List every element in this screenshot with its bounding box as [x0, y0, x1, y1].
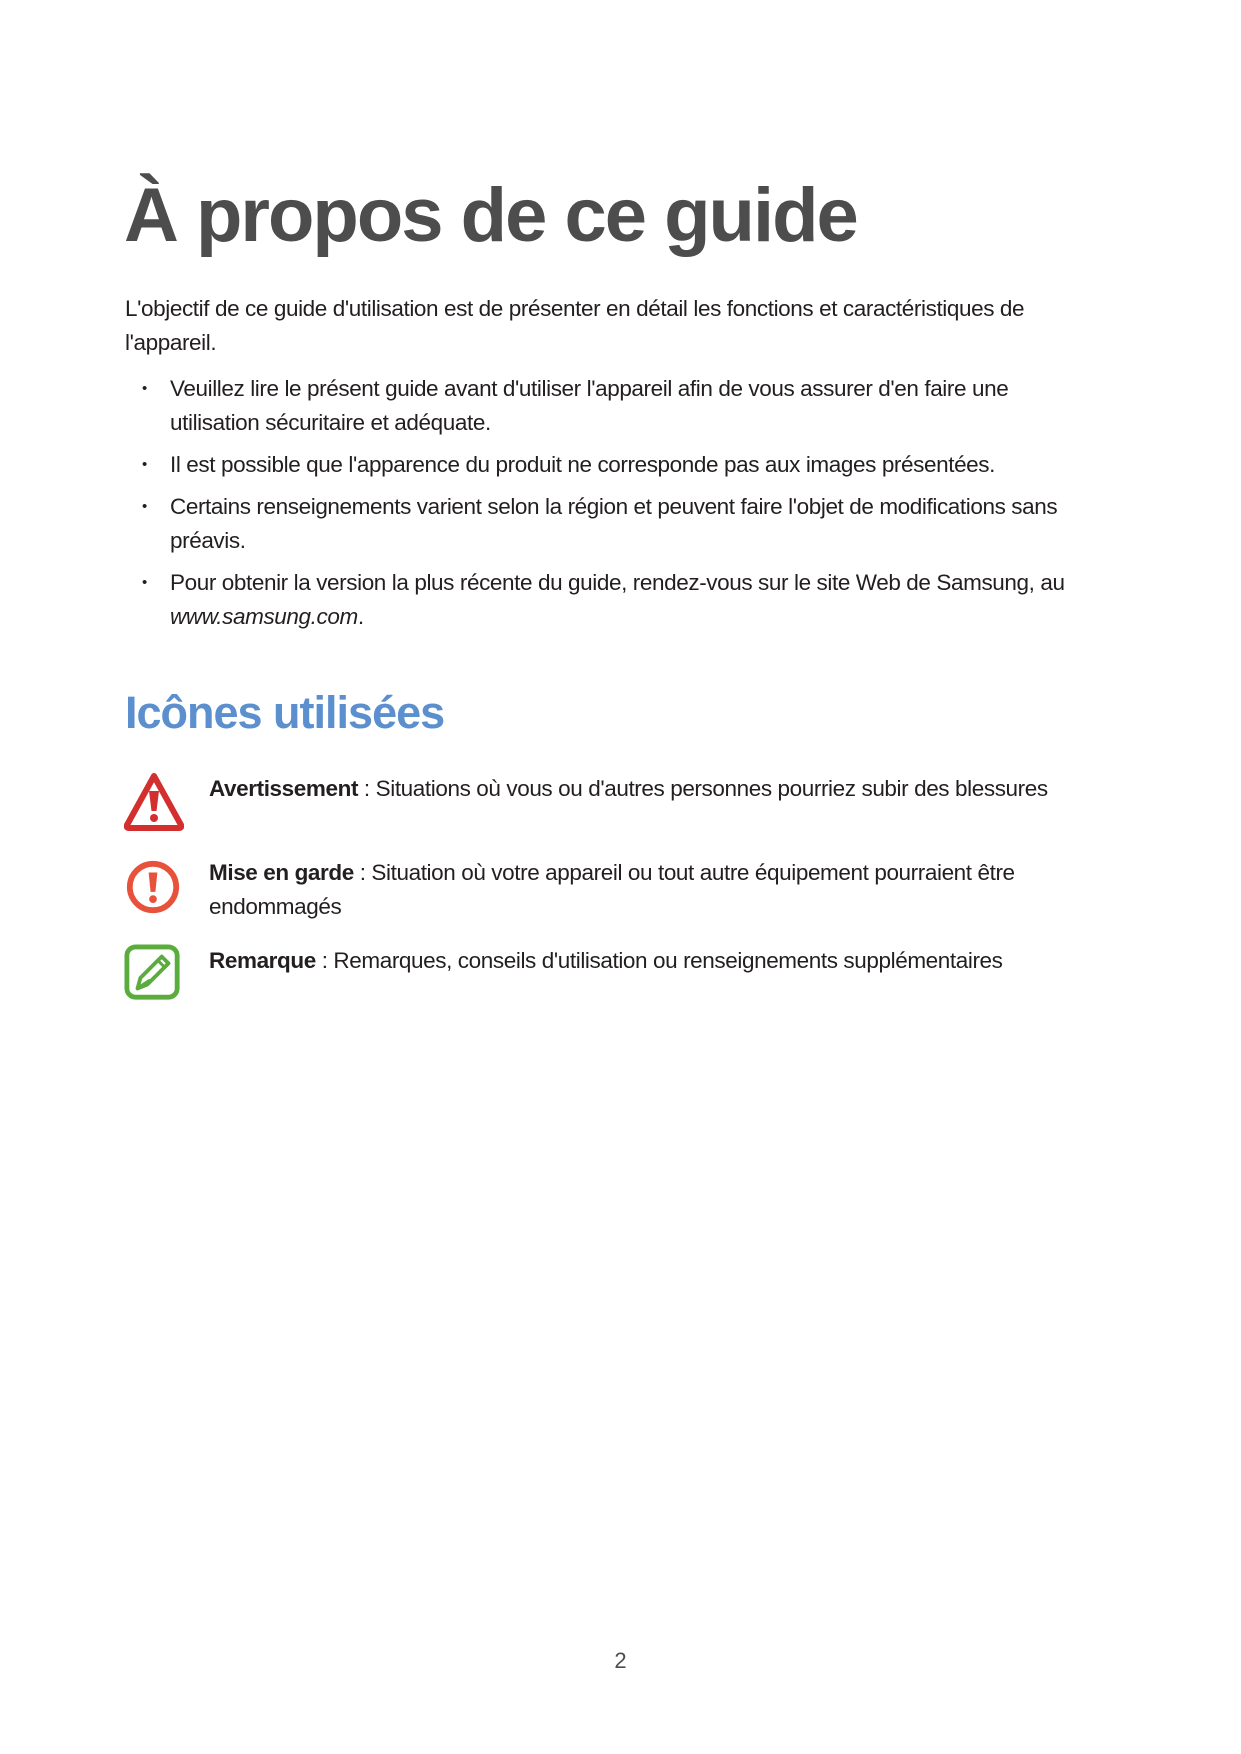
caution-description: Mise en garde : Situation où votre appareil ou tout autre équipement pourraient être endommagés — [209, 860, 1015, 919]
note-label: Remarque — [209, 948, 316, 973]
list-item — [125, 372, 1085, 440]
bullet-text: Certains renseignements varient selon la région et peuvent faire l'objet de modifications sans préavis. — [170, 494, 1058, 553]
warning-description: Avertissement : Situations où vous ou d'autres personnes pourriez subir des blessures — [209, 776, 1048, 801]
bullet-list — [125, 372, 1085, 642]
intro-paragraph: L'objectif de ce guide d'utilisation est de présenter en détail les fonctions et caractéristiques de l'appareil. — [125, 296, 1025, 355]
samsung-website-link[interactable]: www.samsung.com — [170, 604, 358, 629]
bullet-icon: • — [142, 574, 147, 591]
warning-triangle-icon — [124, 772, 184, 832]
bullet-icon: • — [142, 456, 147, 473]
caution-circle-icon — [124, 858, 182, 916]
page-number: 2 — [614, 1648, 627, 1673]
caution-label: Mise en garde — [209, 860, 354, 885]
bullet-suffix: . — [357, 604, 364, 629]
bullet-text: Il est possible que l'apparence du produit ne corresponde pas aux images présentées. — [170, 452, 995, 477]
page-title: À propos de ce guide — [124, 173, 857, 258]
bullet-text: Pour obtenir la version la plus récente du guide, rendez-vous sur le site Web de Samsung, au — [170, 570, 1065, 595]
bullet-icon: • — [142, 498, 147, 515]
list-item — [125, 566, 1085, 634]
section-title-icons: Icônes utilisées — [125, 687, 445, 738]
warning-label: Avertissement — [209, 776, 359, 801]
bullet-icon: • — [142, 380, 147, 397]
note-pencil-icon — [124, 944, 182, 1002]
bullet-text: Veuillez lire le présent guide avant d'utiliser l'appareil afin de vous assurer d'en faire une utilisation sécuritaire et adéquate. — [170, 376, 1009, 435]
note-description: Remarque : Remarques, conseils d'utilisation ou renseignements supplémentaires — [209, 948, 1003, 973]
list-item — [125, 490, 1085, 558]
list-item — [125, 448, 1085, 482]
